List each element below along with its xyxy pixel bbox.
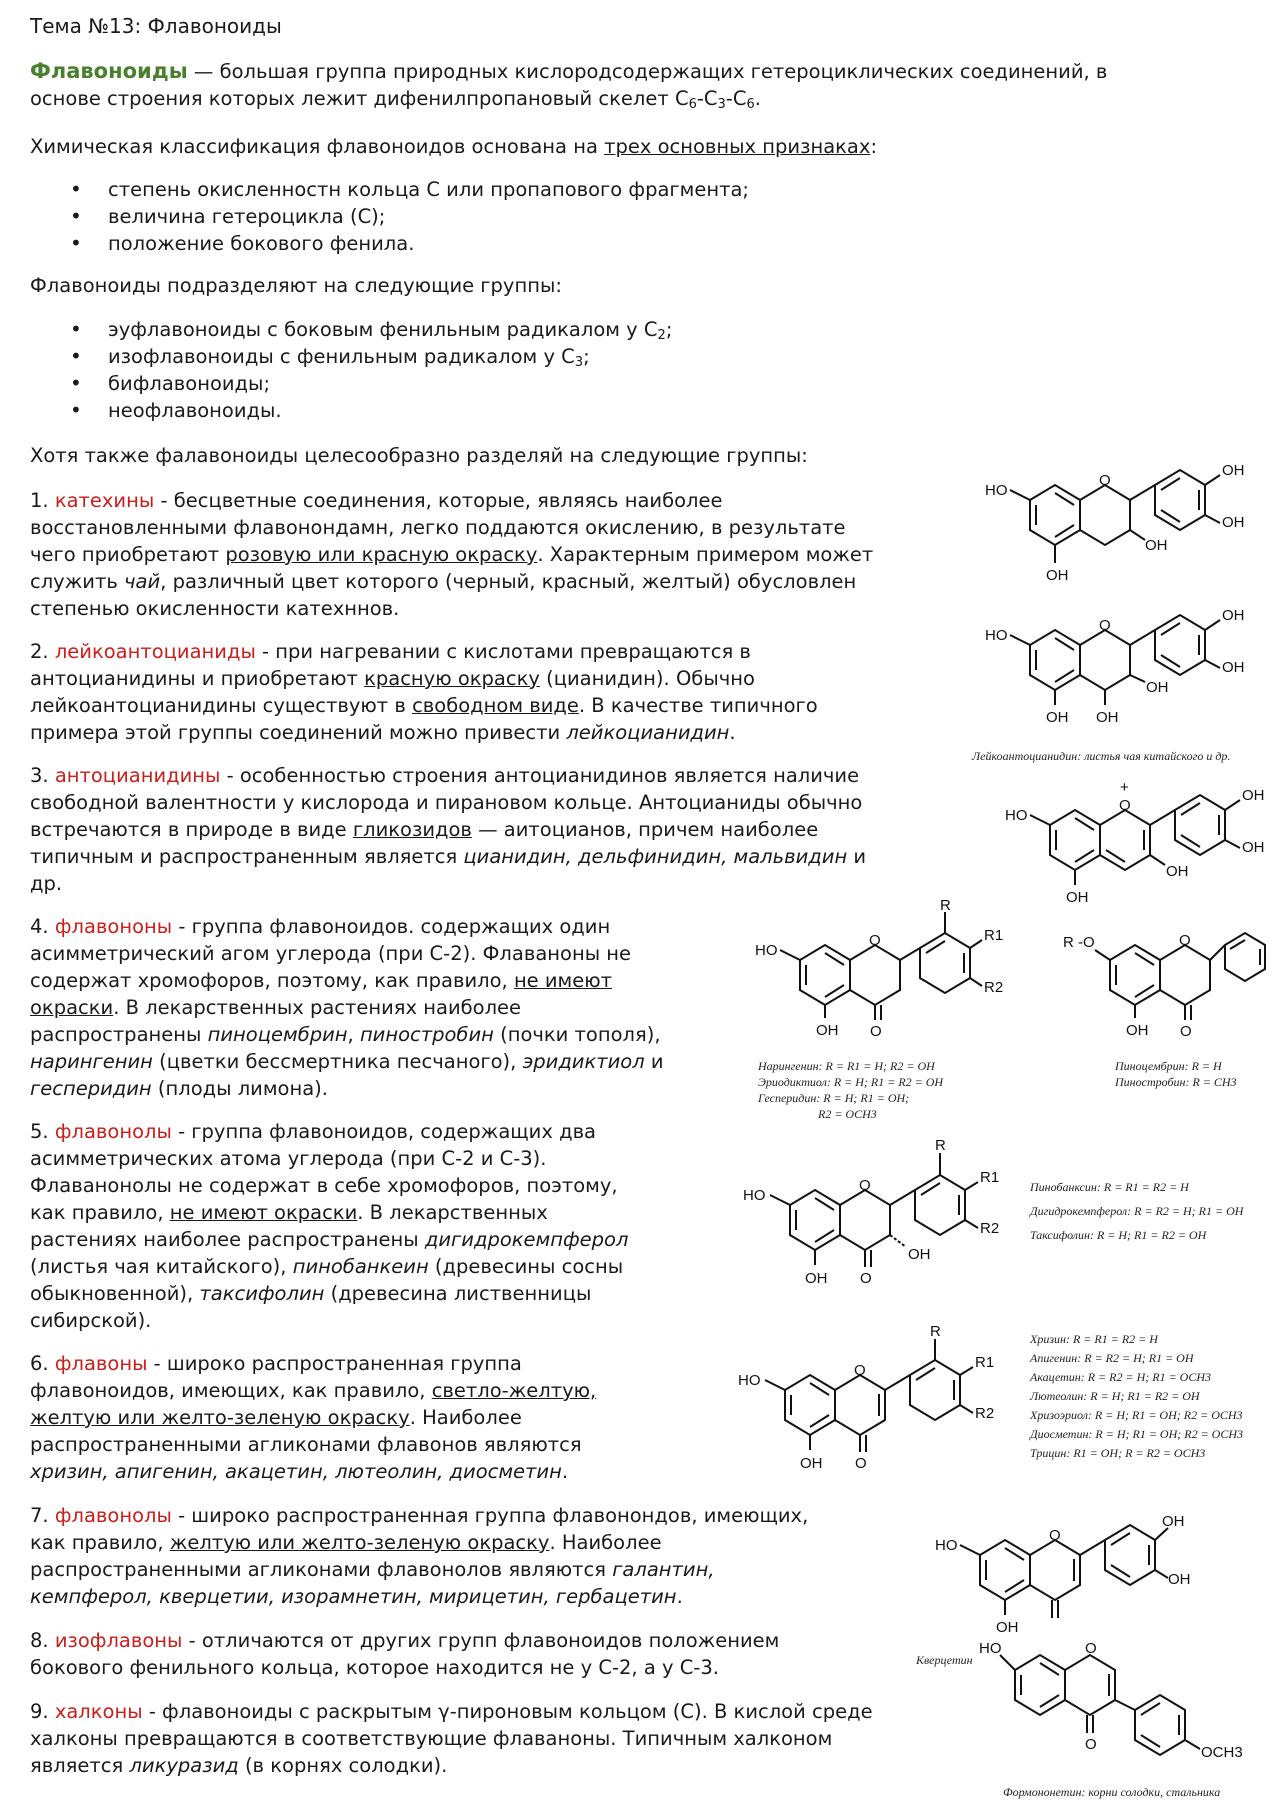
label-oh: OH	[1222, 659, 1245, 676]
label-oh: OH	[1242, 839, 1265, 856]
label-oh: OH	[1222, 607, 1245, 624]
intro-paragraph: Флавоноиды — большая группа природных кислородсодержащих гетероциклических соединений, в основе строения которых лежит дифенилпропановый скелет $С_6-С_3-С_6$.	[30, 59, 1108, 112]
label-oh: OH	[816, 1022, 839, 1039]
label-ro: R -O	[1063, 934, 1095, 951]
label-r2: R2	[980, 1220, 1000, 1237]
label-o: O	[870, 1023, 882, 1040]
list-item: • изофлавоноиды с фенильным радикалом у $С_3$;	[30, 343, 672, 370]
label-ho: HO	[755, 942, 778, 959]
leucocyanidin-structure	[980, 590, 1250, 735]
label-r: R	[930, 1323, 941, 1340]
label-o: O	[869, 932, 881, 949]
label-oh: OH	[1222, 462, 1245, 479]
label-r1: R1	[975, 1354, 995, 1371]
formononetin-structure	[975, 1625, 1255, 1780]
label-oh: OH	[908, 1246, 931, 1263]
section-flavanonols: 5. флавонолы - группа флавоноидов, содержащих два асимметрических атома углерода (при С-2 и С-3). Флаванонолы не содержат в себе хромофоров, поэтому, как правило, не имеют окраски. В лекарственных растениях наиболее распространены дигидрокемпферол (листья чая китайского), пинобанкеин (древесины сосны обыкновенной), таксифолин (древесина лиственницы сибирской).	[30, 1120, 629, 1332]
section-catechins: 1. катехины - бесцветные соединения, которые, являясь наиболее восстановленными флавонондамн, легко поддаются окислению, в результате чего приобретают розовую или красную окраску. Характерным примером может служить чай, различный цвет которого (черный, красный, желтый) обусловлен степенью окисленности катехннов.	[30, 489, 874, 620]
label-och3: OCH3	[1201, 1744, 1243, 1761]
label-o: O	[854, 1362, 866, 1379]
flavanonol-structure	[740, 1135, 1000, 1300]
caption-flavanonol: Пинобанксин: R = R1 = R2 = H Дигидрокемпферол: R = R2 = H; R1 = OH Таксифолин: R = H; R1 = R2 = OH	[1030, 1180, 1244, 1242]
label-o: O	[859, 1177, 871, 1194]
label-ho: HO	[935, 1537, 958, 1554]
label-o: O	[1180, 1023, 1192, 1040]
label-o: O	[1085, 1736, 1097, 1753]
label-r: R	[935, 1137, 946, 1154]
label-oh: OH	[1166, 863, 1189, 880]
label-oh: OH	[1046, 567, 1069, 584]
section-term: антоцианидины	[54, 764, 221, 787]
caption-pinocembrin: Пиноцембрин: R = H Пиностробин: R = CH3	[1115, 1059, 1237, 1089]
section-term: катехины	[54, 489, 155, 512]
section-leucoanthocyanidins: 2. лейкоантоцианиды - при нагревании с кислотами превращаются в антоцианидины и приобретают красную окраску (цианидин). Обычно лейкоантоцианидины существуют в свободном виде. В качестве типичного примера этой группы соединений можно привести лейкоцианидин.	[30, 640, 818, 744]
label-oh: OH	[1168, 1571, 1191, 1588]
label-o: O	[1049, 1527, 1061, 1544]
section-term: флавонолы	[54, 1504, 172, 1527]
label-o: O	[855, 1455, 867, 1472]
quercetin-structure	[930, 1500, 1191, 1640]
cyanidin-structure	[1000, 770, 1265, 915]
list-item: • эуфлавоноиды с боковым фенильным радикалом у $С_2$;	[30, 316, 672, 343]
list-item: • величина гетероцикла (С);	[30, 203, 749, 230]
list-item: • положение бокового фенила.	[30, 230, 749, 257]
label-oh: OH	[996, 1619, 1019, 1636]
label-oh: OH	[1222, 514, 1245, 531]
section-anthocyanidins: 3. антоцианидины - особенностью строения антоцианидинов является наличие свободной валентности у кислорода и пирановом кольце. Антоцианиды обычно встречаются в природе в виде гликозидов — аитоцианов, причем наиболее типичным и распространенным является цианидин, дельфинидин, мальвидин и др.	[30, 764, 867, 895]
intro-term: Флавоноиды	[30, 59, 188, 83]
caption-leucocyanidin: Лейкоантоцианидин: листья чая китайского и др.	[972, 749, 1231, 763]
section-term: изофлавоны	[54, 1629, 183, 1652]
section-term: флавононы	[54, 915, 173, 938]
list-item: • бифлавоноиды;	[30, 370, 672, 397]
label-r2: R2	[984, 979, 1004, 996]
section-chalcones: 9. халконы - флавоноиды с раскрытым γ-пироновым кольцом (С). В кислой среде халконы превращаются в соответствующие флаваноны. Типичным халконом является ликуразид (в корнях солодки).	[30, 1700, 873, 1777]
caption-flavone: Хризин: R = R1 = R2 = H Апигенин: R = R2 = H; R1 = OH Акацетин: R = R2 = H; R1 = OCH3 Лютеолин: R = H; R1 = R2 = OH Хризоэриол: R = H; R1 = OH; R2 = OCH3 Диосметин: R = H; R1 = OH; R2 = OCH3 Трицин: R1 = OH; R = R2 = OCH3	[1030, 1332, 1244, 1460]
section-term: халконы	[54, 1700, 143, 1723]
section-flavanones: 4. флавононы - группа флавоноидов. содержащих один асимметрический агом углерода (при С-2). Флаваноны не содержат хромофоров, поэтому, как правило, не имеют окраски. В лекарственных растениях наиболее распространены пиноцембрин, пиностробин (почки тополя), нарингенин (цветки бессмертника песчаного), эридиктиол и гесперидин (плоды лимона).	[30, 915, 664, 1100]
label-ho: HO	[985, 627, 1008, 644]
label-ho: HO	[1005, 807, 1028, 824]
groups-paragraph: Флавоноиды подразделяют на следующие группы:	[30, 274, 562, 297]
label-oh: OH	[1066, 889, 1089, 906]
label-r2: R2	[975, 1405, 995, 1422]
label-r: R	[940, 897, 951, 914]
caption-naringenin: Нарингенин: R = R1 = H; R2 = OH Эриодиктиол: R = H; R1 = R2 = OH Гесперидин: R = H; R1 = OH; R2 = OCH3	[758, 1059, 944, 1121]
label-oh: OH	[1096, 709, 1119, 726]
label-r1: R1	[984, 927, 1004, 944]
label-o: O	[1119, 797, 1131, 814]
page-title: Тема №13: Флавоноиды	[30, 14, 282, 38]
label-o: O	[1085, 1640, 1097, 1657]
label-oh: OH	[805, 1270, 828, 1287]
label-oh: OH	[800, 1455, 823, 1472]
section-flavones: 6. флавоны - широко распространенная группа флавоноидов, имеющих, как правило, светло-желтую, желтую или желто-зеленую окраску. Наиболее распространенными агликонами флавонов являются хризин, апигенин, акацетин, лютеолин, диосметин.	[30, 1352, 597, 1483]
caption-formononetin: Формононетин: корни солодки, стальника	[1003, 1785, 1221, 1799]
label-ho: HO	[985, 482, 1008, 499]
label-o: O	[860, 1270, 872, 1287]
classification-list	[30, 176, 749, 257]
flavone-structure	[735, 1323, 995, 1485]
list-item: • степень окисленностн кольца С или пропапового фрагмента;	[30, 176, 749, 203]
label-oh: OH	[1242, 787, 1265, 804]
pinocembrin-structure	[1060, 915, 1275, 1055]
label-ho: HO	[738, 1372, 761, 1389]
catechin-structure	[980, 445, 1250, 590]
label-oh: OH	[1145, 537, 1168, 554]
section-term: флавонолы	[54, 1120, 172, 1143]
label-o: O	[1179, 932, 1191, 949]
label-oh: OH	[1146, 679, 1169, 696]
classification-paragraph: Химическая классификация флавоноидов основана на трех основных признаках:	[30, 135, 878, 158]
list-item: • неофлавоноиды.	[30, 397, 672, 424]
label-ho: HO	[979, 1640, 1002, 1657]
section-term: флавоны	[54, 1352, 148, 1375]
flavanone-structure	[750, 897, 1004, 1050]
label-o: O	[1099, 617, 1111, 634]
label-r1: R1	[980, 1169, 1000, 1186]
label-oh: OH	[1126, 1022, 1149, 1039]
also-paragraph: Хотя также фалавоноиды целесообразно разделяй на следующие группы:	[30, 444, 808, 467]
classification-link: трех основных признаках	[604, 135, 871, 158]
section-isoflavones: 8. изофлавоны - отличаются от других групп флавоноидов положением бокового фенильного кольца, которое находится не у С-2, а у С-3.	[30, 1629, 780, 1679]
section-term: лейкоантоцианиды	[54, 640, 256, 663]
label-oh: OH	[1162, 1513, 1185, 1530]
label-o: O	[1099, 472, 1111, 489]
label-oh: OH	[1046, 709, 1069, 726]
caption-quercetin: Кверцетин	[916, 1653, 973, 1667]
label-ho: HO	[743, 1187, 766, 1204]
groups-list	[30, 316, 672, 424]
section-flavonols: 7. флавонолы - широко распространенная группа флавонондов, имеющих, как правило, желтую или желто-зеленую окраску. Наиболее распространенными агликонами флавонолов являются галантин, кемпферол, кверцетии, изорамнетин, мирицетин, гербацетин.	[30, 1504, 809, 1608]
label-plus: +	[1120, 779, 1129, 796]
